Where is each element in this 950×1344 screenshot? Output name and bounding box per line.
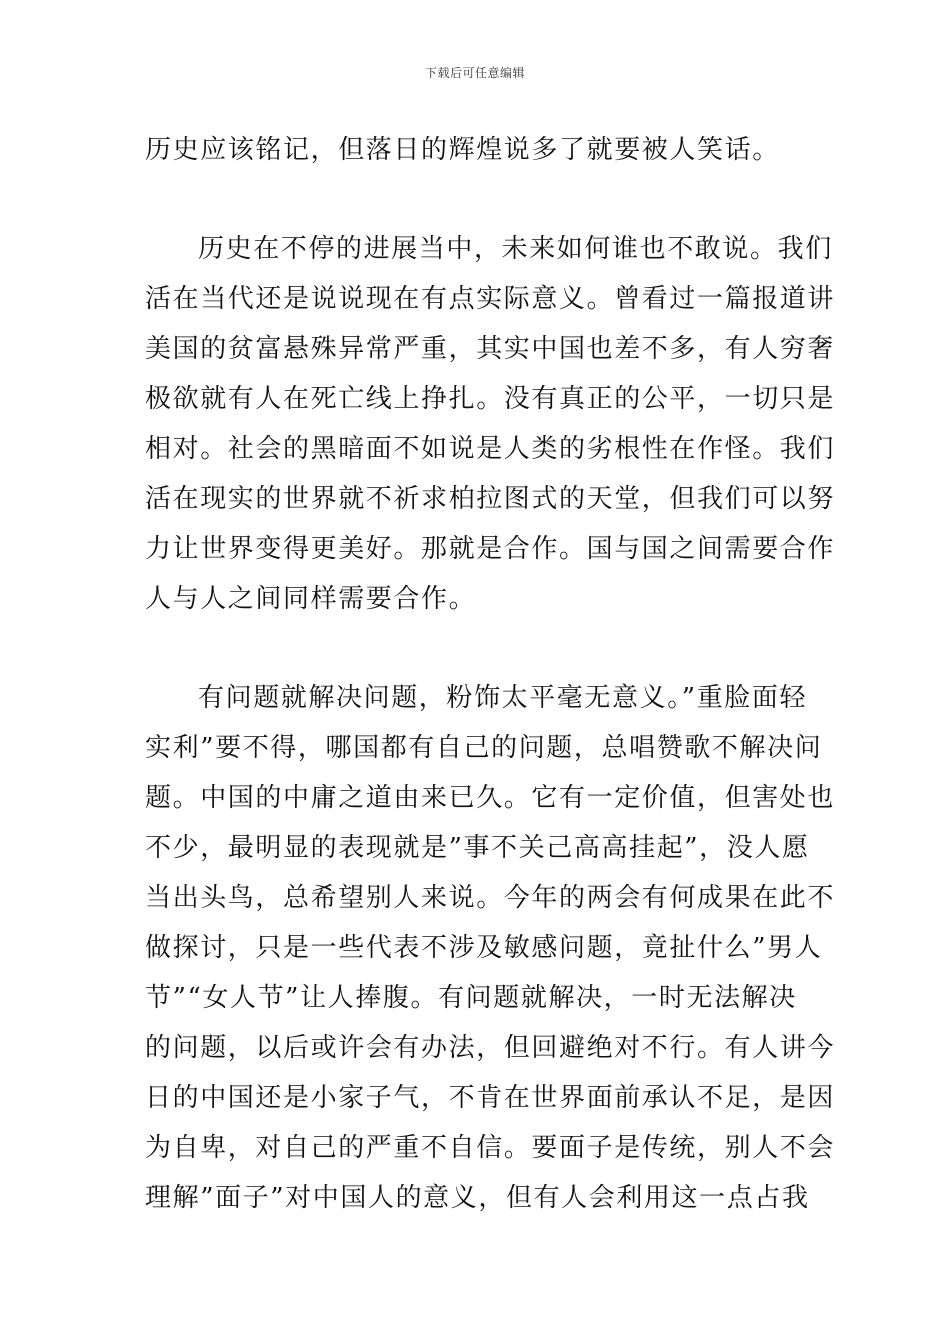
paragraph-3-line-11: 理解”面子”对中国人的意义，但有人会利用这一点占我 <box>145 1183 810 1213</box>
paragraph-2-line-1: 历史在不停的进展当中，未来如何谁也不敢说。我们 <box>198 234 833 264</box>
page-header: 下载后可任意编辑 <box>424 66 525 80</box>
paragraph-3-line-7: 节”“女人节”让人捧腹。有问题就解决，一时无法解决 <box>145 983 797 1013</box>
paragraph-2-line-2: 活在当代还是说说现在有点实际意义。曾看过一篇报道讲 <box>145 284 836 314</box>
paragraph-2-line-5: 相对。社会的黑暗面不如说是人类的劣根性在作怪。我们 <box>145 434 836 464</box>
paragraph-2-line-6: 活在现实的世界就不祈求柏拉图式的天堂，但我们可以努 <box>145 484 836 514</box>
paragraph-3-line-4: 不少，最明显的表现就是”事不关己高高挂起”，没人愿 <box>145 833 810 863</box>
paragraph-2-line-8: 人与人之间同样需要合作。 <box>145 584 477 614</box>
paragraph-2-line-4: 极欲就有人在死亡线上挣扎。没有真正的公平，一切只是 <box>145 384 836 414</box>
paragraph-3-line-3: 题。中国的中庸之道由来已久。它有一定价值，但害处也 <box>145 783 836 813</box>
paragraph-2-line-3: 美国的贫富悬殊异常严重，其实中国也差不多，有人穷奢 <box>145 334 836 364</box>
paragraph-3-line-1: 有问题就解决问题，粉饰太平毫无意义。”重脸面轻 <box>198 683 808 713</box>
paragraph-3-line-8: 的问题，以后或许会有办法，但回避绝对不行。有人讲今 <box>145 1033 836 1063</box>
paragraph-1-line-1: 历史应该铭记，但落日的辉煌说多了就要被人笑话。 <box>145 135 780 165</box>
paragraph-3-line-10: 为自卑，对自己的严重不自信。要面子是传统，别人不会 <box>145 1133 836 1163</box>
paragraph-3-line-6: 做探讨，只是一些代表不涉及敏感问题，竟扯什么”男人 <box>145 933 823 963</box>
paragraph-3-line-2: 实利”要不得，哪国都有自己的问题，总唱赞歌不解决问 <box>145 733 823 763</box>
paragraph-2-line-7: 力让世界变得更美好。那就是合作。国与国之间需要合作 <box>145 534 836 564</box>
paragraph-3-line-5: 当出头鸟，总希望别人来说。今年的两会有何成果在此不 <box>145 883 836 913</box>
paragraph-3-line-9: 日的中国还是小家子气，不肯在世界面前承认不足，是因 <box>145 1083 836 1113</box>
